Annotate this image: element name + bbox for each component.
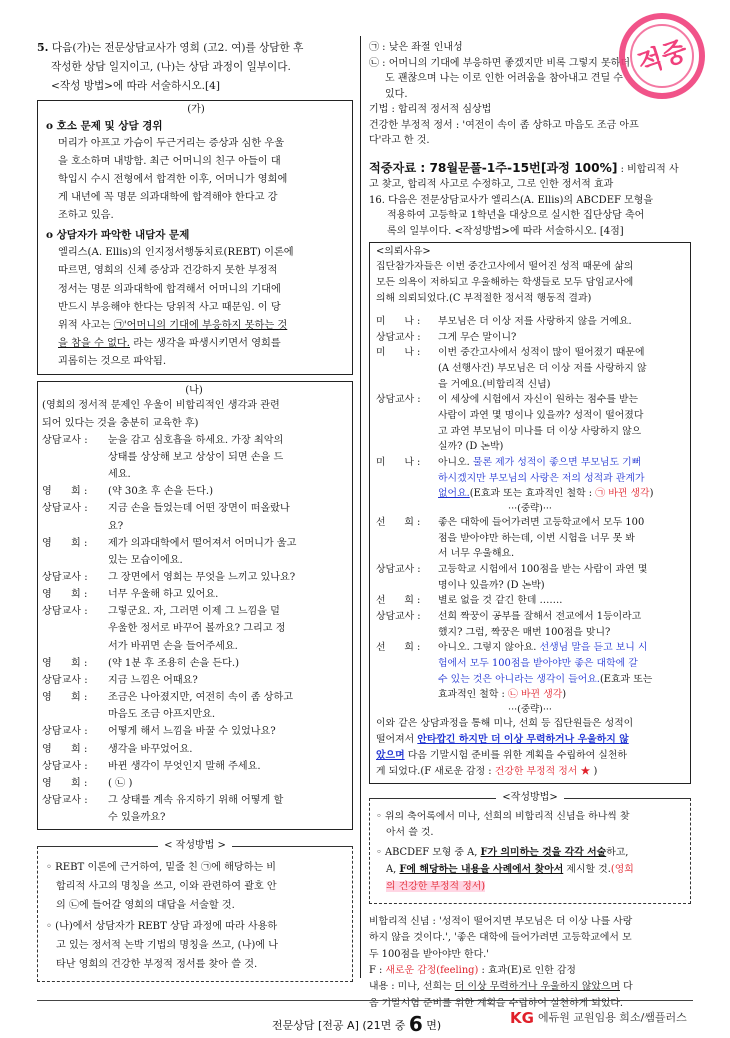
case-line: 상담교사 : 고등학교 시험에서 100점을 받는 사람이 과연 몇 명이나 있을까? (D 논박) [376,564,648,591]
utterance-text: 그렇군요. 자, 그러면 이제 그 느낌을 덜 [108,606,280,618]
dialogue-line [42,775,346,792]
method-right-item-1: ◦ 위의 축어록에서 미나, 선희의 비합리적 신념을 하나씩 찾 아서 쓸 것. [376,810,630,839]
stamp-text: 적중 [634,35,692,80]
dialogue-line [42,432,346,483]
utterance-text: 서가 바뀌면 손을 들어주세요. [108,640,238,652]
method-box-left-title: < 작성방법 > [158,840,232,851]
case-line: 미 나 : 부모님은 더 이상 저를 사랑하지 않을 거예요. [376,316,632,328]
utterance-text: 지금 느낌은 어때요? [108,674,198,686]
box-na-intro: (영희의 정서적 문제인 우울이 비합리적인 생각과 관련 되어 있다는 것을 충분히 교육한 후) [42,400,280,429]
dialogue-line [42,483,346,500]
utterance-text: 바뀐 생각이 무엇인지 말해 주세요. [108,760,261,772]
case-box-title: <의뢰사유> [376,246,431,258]
referral-reason: 집단참가자들은 이번 중간고사에서 떨어진 성적 때문에 삶의 모든 의욕이 저하되고 우울해하는 학생들로 모두 담임교사에 의해 의뢰되었다.(C 부적절한 정서적 행동적 결과) [376,261,634,304]
utterance-text: 수 있을까요? [108,812,166,824]
speaker-label: 상담교사 : [42,606,88,618]
speaker-label: 상담교사 : [42,795,88,806]
section-complaint-title: o 호소 문제 및 상담 경위 [46,119,163,132]
dialogue-line [42,586,346,603]
dialogue-line [42,792,346,826]
box-na-title: (나) [185,385,203,397]
method-left-item-1: ◦ REBT 이론에 근거하여, 밑줄 친 ㉠에 해당하는 비 합리적 사고의 명칭을 쓰고, 이와 관련하여 괄호 안 의 ㉡에 들어갈 영희의 대답을 서술할 것. [46,862,277,911]
utterance-text: 제가 의과대학에서 떨어져서 어머니가 울고 [108,537,297,549]
dialogue-line [42,723,346,740]
utterance-text: 그 장면에서 영희는 무엇을 느끼고 있나요? [108,571,296,583]
section-problem-body: 엘리스(A. Ellis)의 인지정서행동치료(REBT) 이론에 따르면, 영희의 신체 증상과 건강하지 못한 부정적 정서는 명문 의과대학에 합격해서 어머니의 기대에 반드시 부응해야 한다는 당위적 사고 때문임. 이 당 위적 사고는 ㉠'어머니의 기대에 부응하지 못하는 것 을 참을 수 없다. 라는 생각을 파생시키면서 영희를 괴롭히는 것으로 파악됨. [58,247,294,368]
case-conclusion: 이와 같은 상담과정을 통해 미나, 선희 등 집단원들은 성적이 떨어져서 안타깝긴 하지만 더 이상 무력하거나 우울하지 않 았으며 다음 기말시험 준비를 위한 계획을 수립하여 실천하 게 되었다.(F 새로운 감정 : 건강한 부정적 정서 ★ ) [376,718,634,777]
case-line: 선 희 : 좋은 대학에 들어가려면 고등학교에서 모두 100 점을 받아야만 하는데, 이번 시험을 너무 못 봐 서 너무 우울해요. [376,517,645,560]
dialogue-line [42,655,346,672]
case-box: <의뢰사유> 집단참가자들은 이번 중간고사에서 떨어진 성적 때문에 삶의 모든 의욕이 저하되고 우울해하는 학생들로 모두 담임교사에 의해 의뢰되었다.(C 부적절한 정서적 행동적 결과) 미 나 : 부모님은 더 이상 저를 사랑하지 않을 거예요. 상담교사 : 그게 무슨 말이니? 미 나 : 이번 중간고사에서 성적이 많이 떨어졌기 때문에 (A 선행사건) 부모님은 더 이상 저를 사랑하지 않 을 거예요.(비합리적 신념) 상담교사 : 이 세상에 시험에서 자신이 원하는 점수를 받는 사람이 과연 몇 명이나 있을까? 성적이 떨어졌다 고 과연 부모님이 미나를 더 이상 사랑하지 않으 실까? (D 논박) 미 나 : 아니오. 물론 제가 성적이 좋으면 부모님도 기뻐 하시겠지만 부모님의 사랑은 저의 성적과 관계가 없어요.(E효과 또는 효과적인 철학 : ㉠ 바뀐 생각) ···(중략)··· 선 희 : 좋은 대학에 들어가려면 고등학교에서 모두 100 점을 받아야만 하는데, 이번 시험을 너무 못 봐 서 너무 우울해요. 상담교사 : 고등학교 시험에서 100점을 받는 사람이 과연 몇 명이나 있을까? (D 논박) 선 희 : 별로 없을 것 같긴 한데 ……. 상담교사 : 선희 짝꿍이 공부를 잘해서 전교에서 1등이라고 했지? 그럼, 짝꿍은 매번 100점을 맞니? 선 희 : 아니오. 그렇지 않아요. 선생님 말을 듣고 보니 시 험에서 모두 100점을 받아야만 좋은 대학에 갈 수 있는 것은 아니라는 생각이 들어요.(E효과 또는 효과적인 철학 : ㉡ 바뀐 생각) ···(중략)··· 이와 같은 상담과정을 통해 미나, 선희 등 집단원들은 성적이 떨어져서 안타깝긴 하지만 더 이상 무력하거나 우울하지 않 았으며 다음 기말시험 준비를 위한 계획을 수립하여 실천하 게 되었다.(F 새로운 감정 : 건강한 부정적 정서 ★ ) [369,242,691,783]
case-line: 선 희 : 별로 없을 것 같긴 한데 ……. [376,595,563,607]
speaker-label: 영 희 : [42,743,88,755]
utterance-text: (약 30초 후 손을 든다.) [108,486,214,498]
left-column [37,38,353,982]
answer-16: 비합리적 신념 : '성적이 떨어지면 부모님은 더 이상 나를 사랑 하지 않을 것이다.', '좋은 대학에 들어가려면 고등학교에서 모 두 100점을 받아야만 한다.' F : 새로운 감정(feeling) : 효과(E)로 인한 감정 내용 : 미나, 선희는 더 이상 무력하거나 우울하지 않았으며 다 음 기말시험 준비를 위한 계획을 수립하여 실천하게 되었다. [369,915,633,1009]
dialogue-line [42,758,346,775]
publisher-brand: KG 에듀원 교원임용 희소/쌤플러스 [510,1006,687,1030]
speaker-label: 영 희 : [42,537,88,549]
footer-page-label: 전문상담 [전공 A] (21면 중 6 면) [272,1012,442,1036]
dialogue-line [42,603,346,654]
hit-stamp-icon [614,8,710,104]
utterance-text: 조금은 나아졌지만, 여전히 속이 좀 상하고 [108,692,294,704]
utterance-text: 너무 우울해 하고 있어요. [108,589,219,601]
case-line: 미 나 : 이번 중간고사에서 성적이 많이 떨어졌기 때문에 (A 선행사건) 부모님은 더 이상 저를 사랑하지 않 을 거예요.(비합리적 신념) [376,347,647,390]
page-number: 6 [408,1012,423,1036]
dialogue-line [42,535,346,569]
speaker-label: 영 희 : [42,486,88,498]
case-line: 상담교사 : 선희 짝꿍이 공부를 잘해서 전교에서 1등이라고 했지? 그럼, 짝꿍은 매번 100점을 맞니? [376,611,642,638]
box-ga [37,100,353,376]
speaker-label: 상담교사 : [42,674,88,686]
counseling-dialogue [42,432,346,827]
dialogue-line [42,689,346,723]
case-line: 선 희 : 아니오. 그렇지 않아요. 선생님 말을 듣고 보니 시 험에서 모두 100점을 받아야만 좋은 대학에 갈 수 있는 것은 아니라는 생각이 들어요.(E효과 또는 효과적인 철학 : ㉡ 바뀐 생각) [376,642,653,701]
speaker-label: 상담교사 : [42,726,88,738]
dialogue-line [42,500,346,534]
kg-logo-icon: KG [510,1009,534,1027]
method-left-item-2: ◦ (나)에서 상담자가 REBT 상담 과정에 따라 사용하 고 있는 정서적 논박 기법의 명칭을 쓰고, (나)에 나 타난 영희의 건강한 부정적 정서를 찾아 쓸 것. [46,921,279,970]
question-number: 5. [37,41,49,54]
section-complaint-body: 머리가 아프고 가슴이 두근거리는 증상과 심한 우울 을 호소하며 내방함. 최근 어머니의 친구 아들이 대 학입시 수시 전형에서 합격한 이후, 어머니가 영희에 게 내년에 꼭 명문 의과대학에 합격해야 한다고 강 조하고 있음. [58,137,288,222]
speaker-label: 상담교사 : [42,760,88,772]
right-column [369,40,691,1012]
dialogue-line [42,569,346,586]
question-16-header: 적중자료 : 78월문풀-1주-15번[과정 100%] : 비합리적 사 고 찾고, 합리적 사고로 수정하고, 그로 인한 정서적 효과 16. 다음은 전문상담교사가 엘리스(A. Ellis)의 ABCDEF 모형을 적용하여 고등학교 1학년을 대상으로 실시한 집단상담 축어 록의 일부이다. <작성방법>에 따라 서술하시오. [4점] [369,160,679,237]
speaker-label: 영 희 : [42,692,88,704]
utterance-text: 생각을 바꾸었어요. [108,743,193,755]
utterance-text: 지금 손을 들었는데 어떤 장면이 떠올랐나 [108,503,290,515]
hit-source-label: 적중자료 : 78월문풀-1주-15번[과정 100%] [369,160,618,175]
utterance-text: 그 상태를 계속 유지하기 위해 어떻게 할 [108,795,284,806]
method-box-right [369,791,691,904]
method-box-right-title: <작성방법> [496,792,563,803]
dialogue-line [42,741,346,758]
utterance-text: 눈을 감고 심호흡을 하세요. 가장 최악의 [108,434,284,446]
speaker-label: 상담교사 : [42,571,88,583]
utterance-text: 상태를 상상해 보고 상상이 되면 손을 드 [108,451,284,463]
utterance-text: ( ㉡ ) [108,777,133,789]
answer-5: ㉠ : 낮은 좌절 인내성 ㉡ : 어머니의 기대에 부응하면 좋겠지만 비록 그렇지 못하더 도 괜찮으며 나는 이로 인한 어려움을 참아내고 견딜 수 있다. 기법 : 합리적 정서적 심상법 건강한 부정적 정서 : '여전이 속이 좀 상하고 마음도 조금 아프 다'라고 한 것. [369,42,639,146]
utterance-text: 세요. [108,469,131,481]
question-5-stem: 5. 다음(가)는 전문상담교사가 영희 (고2. 여)를 상담한 후 작성한 상담 일지이고, (나)는 상담 과정이 일부이다. <작성 방법>에 따라 서술하시오.[4] [37,41,304,92]
speaker-label: 영 희 : [42,589,88,601]
speaker-label: 상담교사 : [42,503,88,515]
dialogue-line [42,672,346,689]
utterance-text: 마음도 조금 아프지만요. [108,709,216,721]
underlined-thought: ㉠'어머니의 기대에 부응하지 못하는 것 [113,319,288,331]
page-footer [0,1000,730,1034]
section-problem-title: o 상담자가 파악한 내담자 문제 [46,229,190,242]
utterance-text: 있는 모습이에요. [108,554,183,566]
case-line: 상담교사 : 그게 무슨 말이니? [376,331,517,343]
box-ga-title: (가) [187,103,205,115]
utterance-text: (약 1분 후 조용히 손을 든다.) [108,657,240,669]
speaker-label: 영 희 : [42,777,88,789]
speaker-label: 영 희 : [42,657,88,669]
utterance-text: 우울한 정서로 바꾸어 볼까요? 그리고 정 [108,623,286,635]
speaker-label: 상담교사 : [42,434,88,446]
case-line: 상담교사 : 이 세상에 시험에서 자신이 원하는 점수를 받는 사람이 과연 몇 명이나 있을까? 성적이 떨어졌다 고 과연 부모님이 미나를 더 이상 사랑하지 않으 실까? (D 논박) [376,394,644,453]
case-line: 미 나 : 아니오. 물론 제가 성적이 좋으면 부모님도 기뻐 하시겠지만 부모님의 사랑은 저의 성적과 관계가 없어요.(E효과 또는 효과적인 철학 : ㉠ 바뀐 생각) [376,456,654,500]
box-na [37,381,353,830]
method-box-left [37,840,353,982]
utterance-text: 요? [108,520,124,532]
column-divider [360,36,361,978]
method-right-item-2: ◦ ABCDEF 모형 중 A, F가 의미하는 것을 각각 서술하고, A, F에 해당하는 내용을 사례에서 찾아서 제시할 것.(영희 의 건강한 부정적 정서) [376,847,634,892]
utterance-text: 어떻게 해서 느낌을 바꿀 수 있었나요? [108,726,276,738]
